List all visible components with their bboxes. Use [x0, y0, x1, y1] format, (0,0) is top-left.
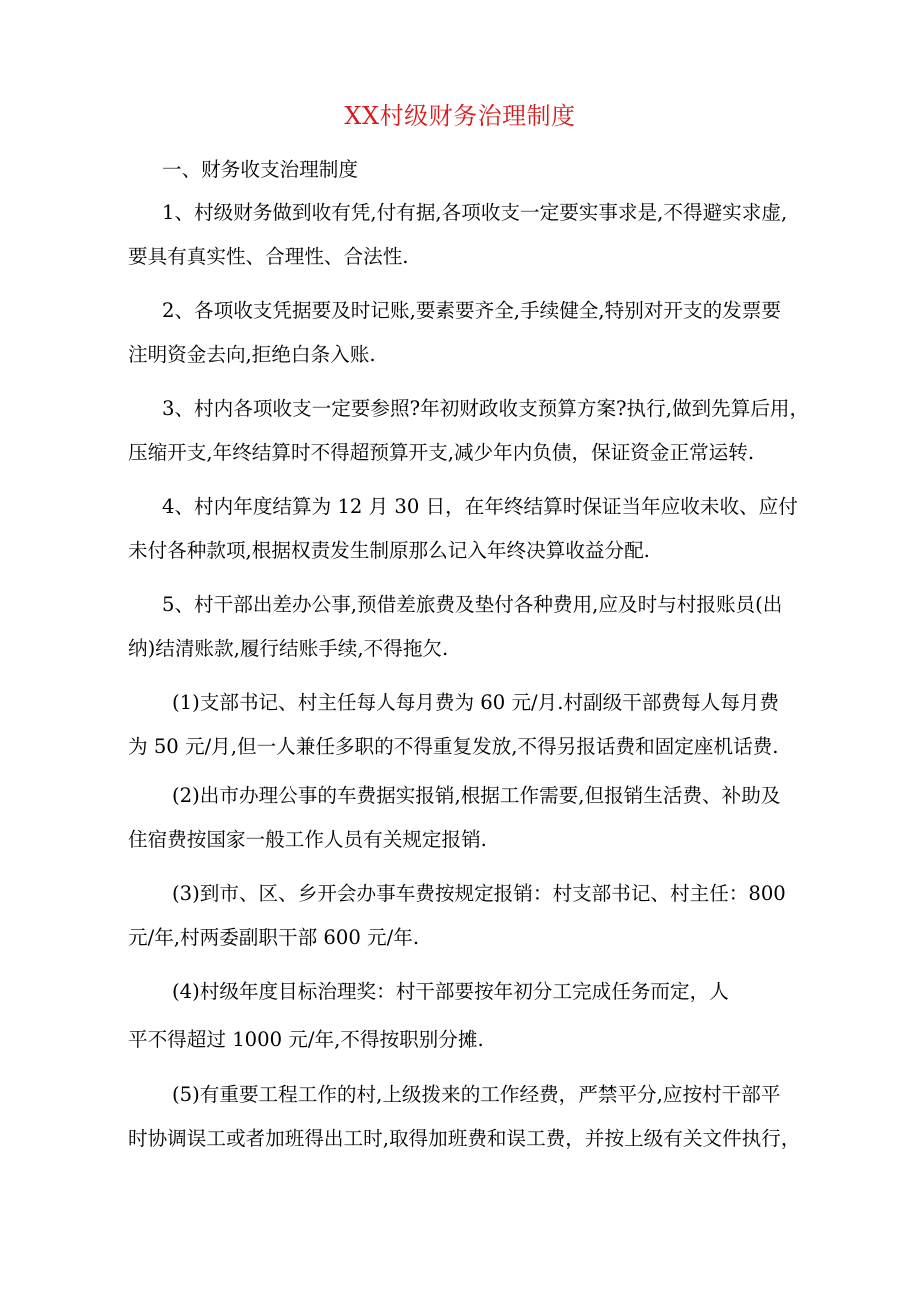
section-heading	[128, 148, 808, 192]
paragraph-item-2	[128, 289, 808, 377]
paragraph-line: 压缩开支,年终结算时不得超预算开支,减少年内负债，保证资金正常运转.	[128, 441, 755, 464]
paragraph-item-1	[128, 191, 808, 279]
paragraph-line: 住宿费按国家一般工作人员有关规定报销.	[128, 828, 487, 851]
paragraph-sub-4	[128, 970, 808, 1062]
paragraph-line: 5、村干部出差办公事,预借差旅费及垫付各种费用,应及时与村报账员(出	[162, 593, 783, 616]
paragraph-item-3	[128, 387, 808, 475]
paragraph-line: (3)到市、区、乡开会办事车费按规定报销：村支部书记、村主任：800	[172, 882, 786, 905]
paragraph-line: 为 50 元/月,但一人兼任多职的不得重复发放,不得另报话费和固定座机话费.	[128, 735, 779, 758]
paragraph-line: 4、村内年度结算为 12 月 30 日，在年终结算时保证当年应收未收、应付	[162, 495, 798, 518]
paragraph-sub-1	[128, 681, 808, 769]
paragraph-line: (1)支部书记、村主任每人每月费为 60 元/月.村副级干部费每人每月费	[172, 691, 780, 714]
paragraph-line: 注明资金去向,拒绝白条入账.	[128, 343, 376, 366]
paragraph-line: (4)村级年度目标治理奖：村干部要按年初分工完成任务而定，人	[172, 980, 729, 1003]
paragraph-sub-3	[128, 872, 808, 960]
paragraph-line: 时协调误工或者加班得出工时,取得加班费和误工费，并按上级有关文件执行，	[128, 1127, 801, 1150]
paragraph-item-4	[128, 485, 808, 573]
paragraph-line: 3、村内各项收支一定要参照?年初财政收支预算方案?执行,做到先算后用，	[162, 397, 810, 420]
paragraph-line: (2)出市办理公事的车费据实报销,根据工作需要,但报销生活费、补助及	[172, 784, 781, 807]
paragraph-line: 元/年,村两委副职干部 600 元/年.	[128, 926, 420, 949]
paragraph-line: 纳)结清账款,履行结账手续,不得拖欠.	[128, 637, 449, 660]
paragraph-line: (5)有重要工程工作的村,上级拨来的工作经费，严禁平分,应按村干部平	[172, 1083, 781, 1106]
paragraph-line: 平不得超过 1000 元/年,不得按职别分摊.	[128, 1028, 484, 1051]
paragraph-line: 2、各项收支凭据要及时记账,要素要齐全,手续健全,特别对开支的发票要	[162, 299, 781, 322]
paragraph-line: 未付各种款项,根据权责发生制原那么记入年终决算收益分配.	[128, 539, 650, 562]
document-title: XX村级财务治理制度	[344, 102, 576, 130]
paragraph-line: 1、村级财务做到收有凭,付有据,各项收支一定要实事求是,不得避实求虚,	[162, 201, 788, 224]
section-heading-text: 一、财务收支治理制度	[162, 158, 358, 181]
paragraph-sub-5	[128, 1073, 808, 1161]
paragraph-sub-2	[128, 774, 808, 862]
paragraph-line: 要具有真实性、合理性、合法性.	[128, 245, 409, 268]
paragraph-item-5	[128, 583, 808, 671]
